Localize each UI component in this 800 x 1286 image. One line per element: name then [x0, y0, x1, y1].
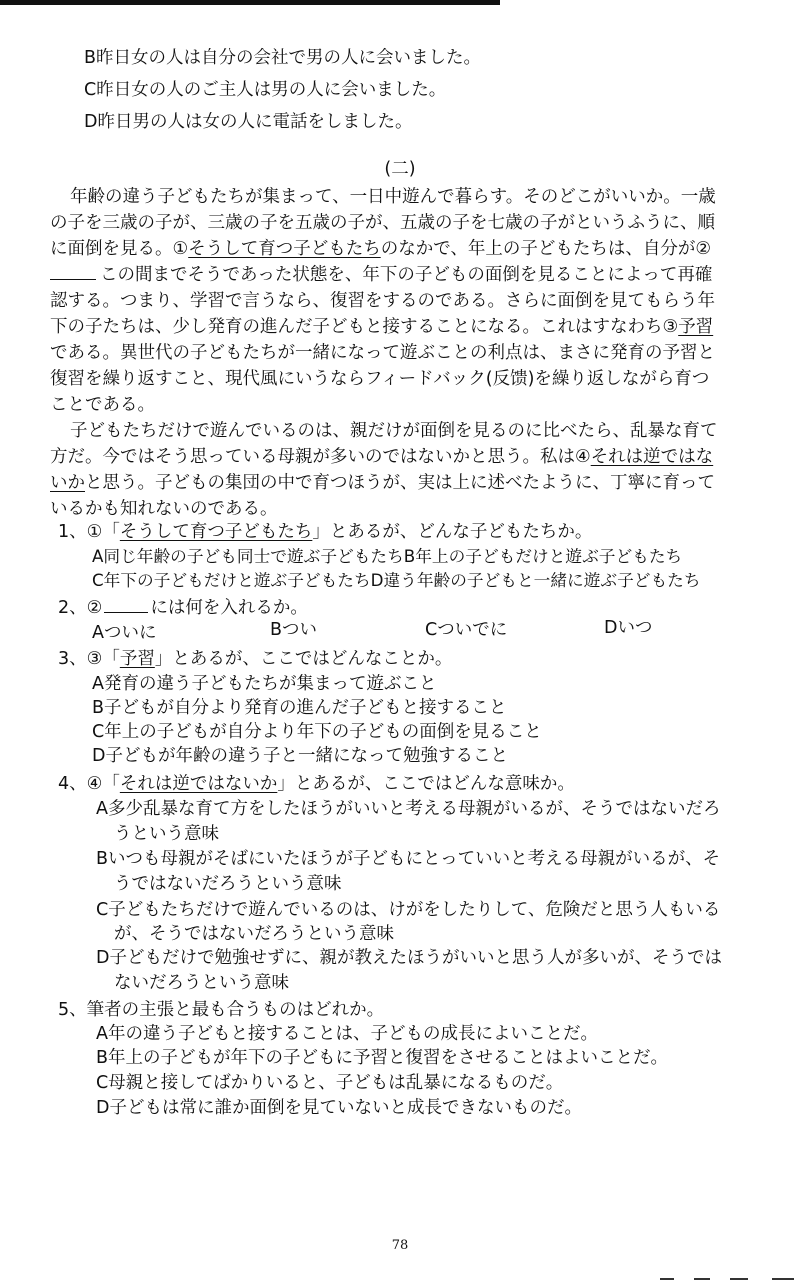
q2-blank — [104, 596, 148, 613]
passage-line-6: 下の子たちは、少し発育の進んだ子どもと接することになる。これはすなわち③予習 — [50, 317, 714, 337]
q4-option-c-line-2: が、そうではないだろうという意味 — [114, 924, 394, 944]
passage-line-1: 年齢の違う子どもたちが集まって、一日中遊んで暮らす。そのどこがいいか。一歳 — [70, 187, 716, 207]
q2-option-a: Aついに — [92, 623, 157, 643]
passage-line-11: 方だ。今ではそう思っている母親が多いのではないかと思う。私は④それは逆ではな — [50, 447, 714, 467]
q3-option-d: D子どもが年齢の違う子と一緒になって勉強すること — [92, 746, 508, 766]
underlined-phrase-4b: いか — [50, 473, 85, 493]
q4-option-c-line-1: C子どもたちだけで遊んでいるのは、けがをしたりして、危険だと思う人もいる — [96, 900, 721, 920]
q5-option-a: A年の違う子どもと接することは、子どもの成長によいことだ。 — [96, 1024, 598, 1044]
q2-option-b: Bつい — [270, 620, 318, 640]
prev-option-b: B昨日女の人は自分の会社で男の人に会いました。 — [84, 48, 482, 68]
q4-option-d-line-1: D子どもだけで勉強せずに、親が教えたほうがいいと思う人が多いが、そうでは — [96, 948, 722, 968]
q4-option-b-line-1: Bいつも母親がそばにいたほうが子どもにとっていいと考える母親がいるが、そ — [96, 849, 721, 869]
q1-options-cd: C年下の子どもだけと遊ぶ子どもたちD違う年齢の子どもと一緒に遊ぶ子どもたち — [92, 570, 701, 590]
q5-option-d: D子どもは常に誰か面倒を見ていないと成長できないものだ。 — [96, 1098, 582, 1118]
prev-option-c: C昨日女の人のご主人は男の人に会いました。 — [84, 80, 447, 100]
prev-option-d: D昨日男の人は女の人に電話をしました。 — [84, 112, 413, 132]
question-3: 3、③「予習」とあるが、ここではどんなことか。 — [58, 649, 453, 669]
underlined-phrase-4a: それは逆ではな — [590, 447, 714, 467]
underlined-phrase-1: そうして育つ子どもたち — [188, 239, 381, 259]
q5-option-b: B年上の子どもが年下の子どもに予習と復習をさせることはよいことだ。 — [96, 1048, 669, 1068]
passage-line-5: 認する。つまり、学習で言うなら、復習をするのである。さらに面倒を見てもらう年 — [50, 291, 715, 311]
passage-line-8: 復習を繰り返すこと、現代風にいうならフィードバック(反馈)を繰り返しながら育つ — [50, 369, 710, 389]
q4-option-b-line-2: うではないだろうという意味 — [114, 874, 342, 894]
scan-marks — [660, 1276, 800, 1280]
passage-line-3: に面倒を見る。①そうして育つ子どもたちのなかで、年上の子どもたちは、自分が② — [50, 239, 712, 259]
q2-option-d: Dいつ — [604, 618, 653, 638]
underlined-phrase-3: 予習 — [678, 317, 714, 337]
question-4: 4、④「それは逆ではないか」とあるが、ここではどんな意味か。 — [58, 774, 575, 794]
q4-option-a-line-1: A多少乱暴な育て方をしたほうがいいと考える母親がいるが、そうではないだろ — [96, 799, 721, 819]
q3-option-c: C年上の子どもが自分より年下の子どもの面倒を見ること — [92, 722, 542, 742]
q1-options-ab: A同じ年齢の子ども同士で遊ぶ子どもたちB年上の子どもだけと遊ぶ子どもたち — [92, 546, 683, 566]
top-rule — [0, 0, 500, 5]
q5-option-c: C母親と接してばかりいると、子どもは乱暴になるものだ。 — [96, 1073, 564, 1093]
passage-line-9: ことである。 — [50, 395, 155, 415]
q2-option-c: Cついでに — [425, 620, 508, 640]
passage-line-2: の子を三歳の子が、三歳の子を五歳の子が、五歳の子を七歳の子がというふうに、順 — [50, 213, 715, 233]
question-1: 1、①「そうして育つ子どもたち」とあるが、どんな子どもたちか。 — [58, 522, 593, 542]
q3-option-a: A発育の違う子どもたちが集まって遊ぶこと — [92, 674, 437, 694]
passage-line-12: いかと思う。子どもの集団の中で育つほうが、実は上に述べたように、丁寧に育って — [50, 473, 715, 493]
passage-line-4: この間までそうであった状態を、年下の子どもの面倒を見ることによって再確 — [50, 263, 712, 287]
q4-option-a-line-2: うという意味 — [114, 824, 219, 844]
answer-blank — [50, 263, 96, 280]
passage-line-13: いるかも知れないのである。 — [50, 499, 278, 519]
passage-line-7: である。異世代の子どもたちが一緒になって遊ぶことの利点は、まさに発育の予習と — [50, 343, 715, 363]
question-5: 5、筆者の主張と最も合うものはどれか。 — [58, 1000, 385, 1020]
q4-option-d-line-2: ないだろうという意味 — [114, 973, 289, 993]
passage-line-10: 子どもたちだけで遊んでいるのは、親だけが面倒を見るのに比べたら、乱暴な育て — [70, 421, 718, 441]
page-number: 78 — [391, 1238, 409, 1253]
question-2: 2、② には何を入れるか。 — [58, 598, 308, 618]
section-title: (二) — [384, 159, 416, 179]
q3-option-b: B子どもが自分より発育の進んだ子どもと接すること — [92, 698, 507, 718]
